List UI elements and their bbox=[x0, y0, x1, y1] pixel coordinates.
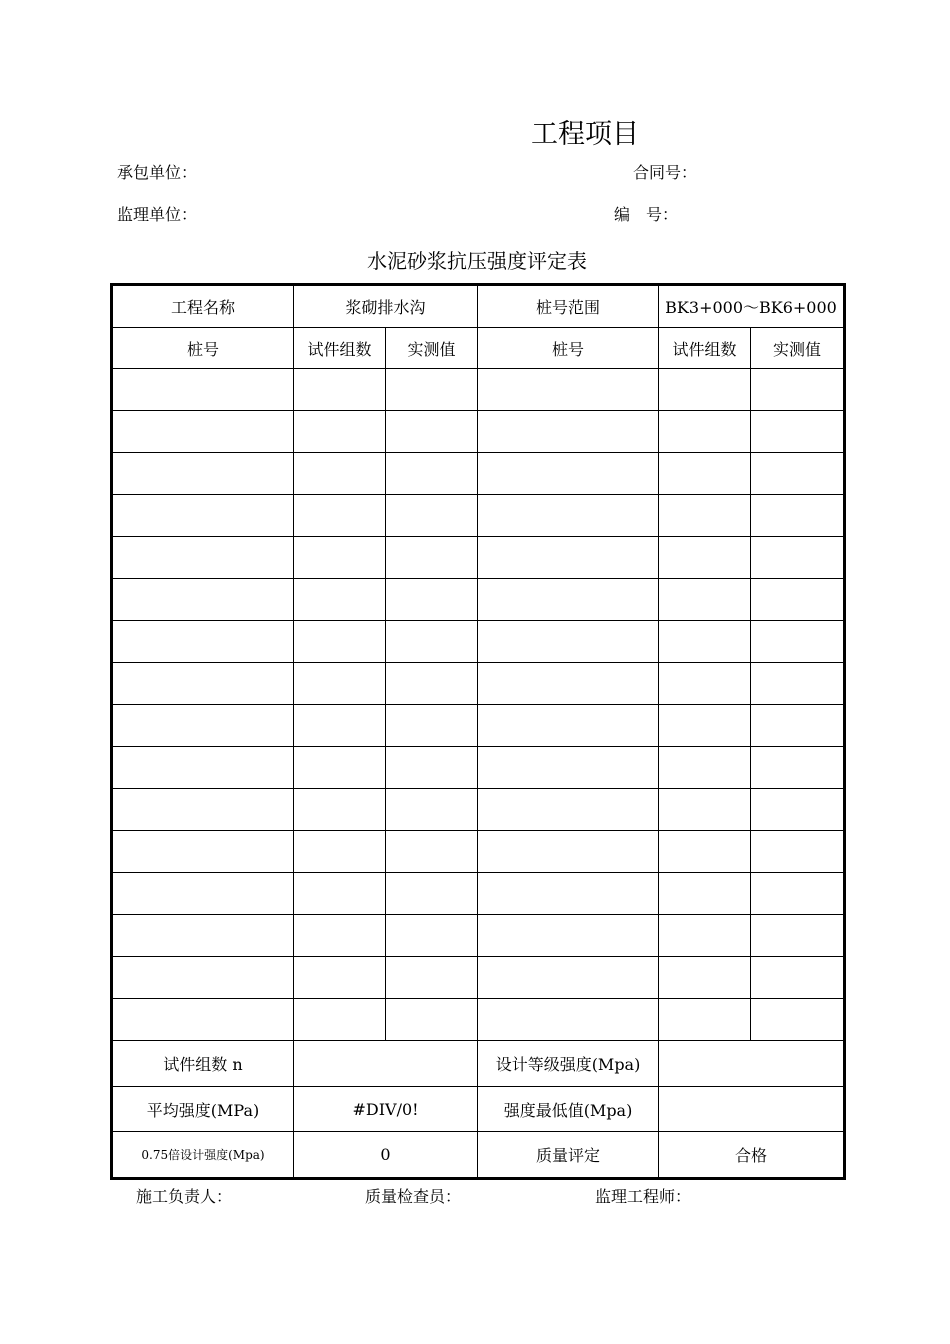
stake-cell bbox=[113, 873, 294, 915]
measured-value-cell bbox=[751, 831, 844, 873]
table-row bbox=[113, 579, 844, 621]
data-rows bbox=[113, 369, 844, 1041]
sample-groups-cell bbox=[659, 705, 751, 747]
column-header-sample-groups: 试件组数 bbox=[659, 328, 751, 369]
summary-row-3 bbox=[113, 1132, 844, 1178]
column-header-measured-value: 实测值 bbox=[751, 328, 844, 369]
sample-groups-cell bbox=[294, 873, 386, 915]
sample-groups-cell bbox=[659, 957, 751, 999]
sample-groups-cell bbox=[659, 579, 751, 621]
sample-groups-cell bbox=[294, 411, 386, 453]
stake-cell bbox=[478, 915, 659, 957]
measured-value-cell bbox=[751, 789, 844, 831]
sample-groups-cell bbox=[294, 369, 386, 411]
table-row bbox=[113, 663, 844, 705]
table-row bbox=[113, 831, 844, 873]
measured-value-cell bbox=[386, 705, 478, 747]
stake-cell bbox=[478, 999, 659, 1041]
measured-value-cell bbox=[386, 453, 478, 495]
stake-cell bbox=[113, 663, 294, 705]
measured-value-cell bbox=[386, 831, 478, 873]
sample-groups-cell bbox=[294, 663, 386, 705]
measured-value-cell bbox=[751, 747, 844, 789]
serial-no-label: 编 号： bbox=[614, 205, 679, 224]
measured-value-cell bbox=[751, 999, 844, 1041]
stake-cell bbox=[113, 621, 294, 663]
stake-cell bbox=[478, 705, 659, 747]
table-row bbox=[113, 747, 844, 789]
design-strength-label: 设计等级强度(Mpa) bbox=[478, 1041, 659, 1087]
contract-no-label: 合同号： bbox=[633, 163, 698, 182]
stake-cell bbox=[113, 915, 294, 957]
measured-value-cell bbox=[751, 621, 844, 663]
measured-value-cell bbox=[386, 579, 478, 621]
measured-value-cell bbox=[751, 537, 844, 579]
table-row bbox=[113, 999, 844, 1041]
stake-cell bbox=[113, 537, 294, 579]
stake-cell bbox=[478, 957, 659, 999]
sample-groups-cell bbox=[659, 453, 751, 495]
measured-value-cell bbox=[386, 789, 478, 831]
table-row bbox=[113, 495, 844, 537]
sample-groups-label: 试件组数 n bbox=[113, 1041, 294, 1087]
min-strength-label: 强度最低值(Mpa) bbox=[478, 1087, 659, 1132]
stake-cell bbox=[113, 453, 294, 495]
sample-groups-cell bbox=[659, 915, 751, 957]
sample-groups-cell bbox=[294, 579, 386, 621]
stake-cell bbox=[478, 621, 659, 663]
stake-cell bbox=[478, 411, 659, 453]
quality-value: 合格 bbox=[659, 1132, 844, 1178]
stake-cell bbox=[113, 831, 294, 873]
design-075-value: 0 bbox=[294, 1132, 478, 1178]
quality-label: 质量评定 bbox=[478, 1132, 659, 1178]
stake-cell bbox=[113, 957, 294, 999]
column-header-stake: 桩号 bbox=[478, 328, 659, 369]
summary-row-2 bbox=[113, 1087, 844, 1132]
column-header-sample-groups: 试件组数 bbox=[294, 328, 386, 369]
measured-value-cell bbox=[386, 873, 478, 915]
table-row bbox=[113, 873, 844, 915]
sample-groups-cell bbox=[659, 495, 751, 537]
table-row bbox=[113, 621, 844, 663]
stake-cell bbox=[478, 831, 659, 873]
strength-evaluation-table bbox=[112, 285, 844, 1178]
table-row bbox=[113, 705, 844, 747]
measured-value-cell bbox=[386, 957, 478, 999]
supervising-engineer-label: 监理工程师： bbox=[595, 1187, 692, 1206]
summary-row-1 bbox=[113, 1041, 844, 1087]
design-075-label: 0.75倍设计强度(Mpa) bbox=[113, 1132, 294, 1178]
stake-cell bbox=[113, 411, 294, 453]
table-row bbox=[113, 453, 844, 495]
measured-value-cell bbox=[751, 369, 844, 411]
stake-cell bbox=[478, 537, 659, 579]
table-row bbox=[113, 915, 844, 957]
stake-cell bbox=[113, 369, 294, 411]
measured-value-cell bbox=[751, 495, 844, 537]
measured-value-cell bbox=[751, 873, 844, 915]
measured-value-cell bbox=[386, 411, 478, 453]
avg-strength-label: 平均强度(MPa) bbox=[113, 1087, 294, 1132]
sample-groups-cell bbox=[294, 915, 386, 957]
measured-value-cell bbox=[386, 915, 478, 957]
project-name-value: 浆砌排水沟 bbox=[294, 286, 478, 328]
min-strength-value bbox=[659, 1087, 844, 1132]
stake-cell bbox=[478, 453, 659, 495]
table-row bbox=[113, 369, 844, 411]
sample-groups-cell bbox=[294, 789, 386, 831]
stake-cell bbox=[478, 789, 659, 831]
column-header-row bbox=[113, 328, 844, 369]
stake-cell bbox=[478, 663, 659, 705]
table-row bbox=[113, 537, 844, 579]
sample-groups-cell bbox=[659, 621, 751, 663]
column-header-measured-value: 实测值 bbox=[386, 328, 478, 369]
measured-value-cell bbox=[751, 663, 844, 705]
project-name-label: 工程名称 bbox=[113, 286, 294, 328]
measured-value-cell bbox=[751, 957, 844, 999]
measured-value-cell bbox=[751, 453, 844, 495]
avg-strength-value: #DIV/0! bbox=[294, 1087, 478, 1132]
sample-groups-cell bbox=[294, 747, 386, 789]
sample-groups-cell bbox=[659, 537, 751, 579]
measured-value-cell bbox=[386, 369, 478, 411]
stake-cell bbox=[113, 579, 294, 621]
measured-value-cell bbox=[386, 747, 478, 789]
sample-groups-cell bbox=[659, 747, 751, 789]
stake-cell bbox=[478, 579, 659, 621]
construction-lead-label: 施工负责人： bbox=[136, 1187, 233, 1206]
sample-groups-cell bbox=[294, 957, 386, 999]
table-row bbox=[113, 957, 844, 999]
measured-value-cell bbox=[386, 495, 478, 537]
stake-cell bbox=[113, 789, 294, 831]
measured-value-cell bbox=[751, 915, 844, 957]
measured-value-cell bbox=[386, 663, 478, 705]
stake-cell bbox=[113, 999, 294, 1041]
project-title: 工程项目 bbox=[531, 119, 639, 150]
sample-groups-cell bbox=[294, 537, 386, 579]
sample-groups-cell bbox=[659, 999, 751, 1041]
sample-groups-cell bbox=[659, 873, 751, 915]
stake-range-value: BK3+000～BK6+000 bbox=[659, 286, 844, 328]
stake-cell bbox=[113, 705, 294, 747]
form-title: 水泥砂浆抗压强度评定表 bbox=[367, 249, 587, 273]
sample-groups-cell bbox=[294, 495, 386, 537]
measured-value-cell bbox=[386, 537, 478, 579]
quality-inspector-label: 质量检查员： bbox=[365, 1187, 462, 1206]
measured-value-cell bbox=[751, 705, 844, 747]
sample-groups-cell bbox=[294, 453, 386, 495]
sample-groups-cell bbox=[659, 789, 751, 831]
column-header-stake: 桩号 bbox=[113, 328, 294, 369]
stake-cell bbox=[478, 747, 659, 789]
sample-groups-cell bbox=[294, 621, 386, 663]
project-info-row bbox=[113, 286, 844, 328]
stake-cell bbox=[478, 873, 659, 915]
stake-range-label: 桩号范围 bbox=[478, 286, 659, 328]
measured-value-cell bbox=[751, 579, 844, 621]
table-row bbox=[113, 411, 844, 453]
measured-value-cell bbox=[751, 411, 844, 453]
sample-groups-cell bbox=[294, 999, 386, 1041]
sample-groups-value bbox=[294, 1041, 478, 1087]
stake-cell bbox=[478, 495, 659, 537]
contractor-label: 承包单位： bbox=[117, 163, 198, 182]
sample-groups-cell bbox=[659, 369, 751, 411]
sample-groups-cell bbox=[294, 705, 386, 747]
stake-cell bbox=[113, 747, 294, 789]
measured-value-cell bbox=[386, 621, 478, 663]
sample-groups-cell bbox=[659, 831, 751, 873]
supervisor-label: 监理单位： bbox=[117, 205, 198, 224]
sample-groups-cell bbox=[294, 831, 386, 873]
sample-groups-cell bbox=[659, 411, 751, 453]
stake-cell bbox=[113, 495, 294, 537]
table-row bbox=[113, 789, 844, 831]
sample-groups-cell bbox=[659, 663, 751, 705]
design-strength-value bbox=[659, 1041, 844, 1087]
measured-value-cell bbox=[386, 999, 478, 1041]
stake-cell bbox=[478, 369, 659, 411]
